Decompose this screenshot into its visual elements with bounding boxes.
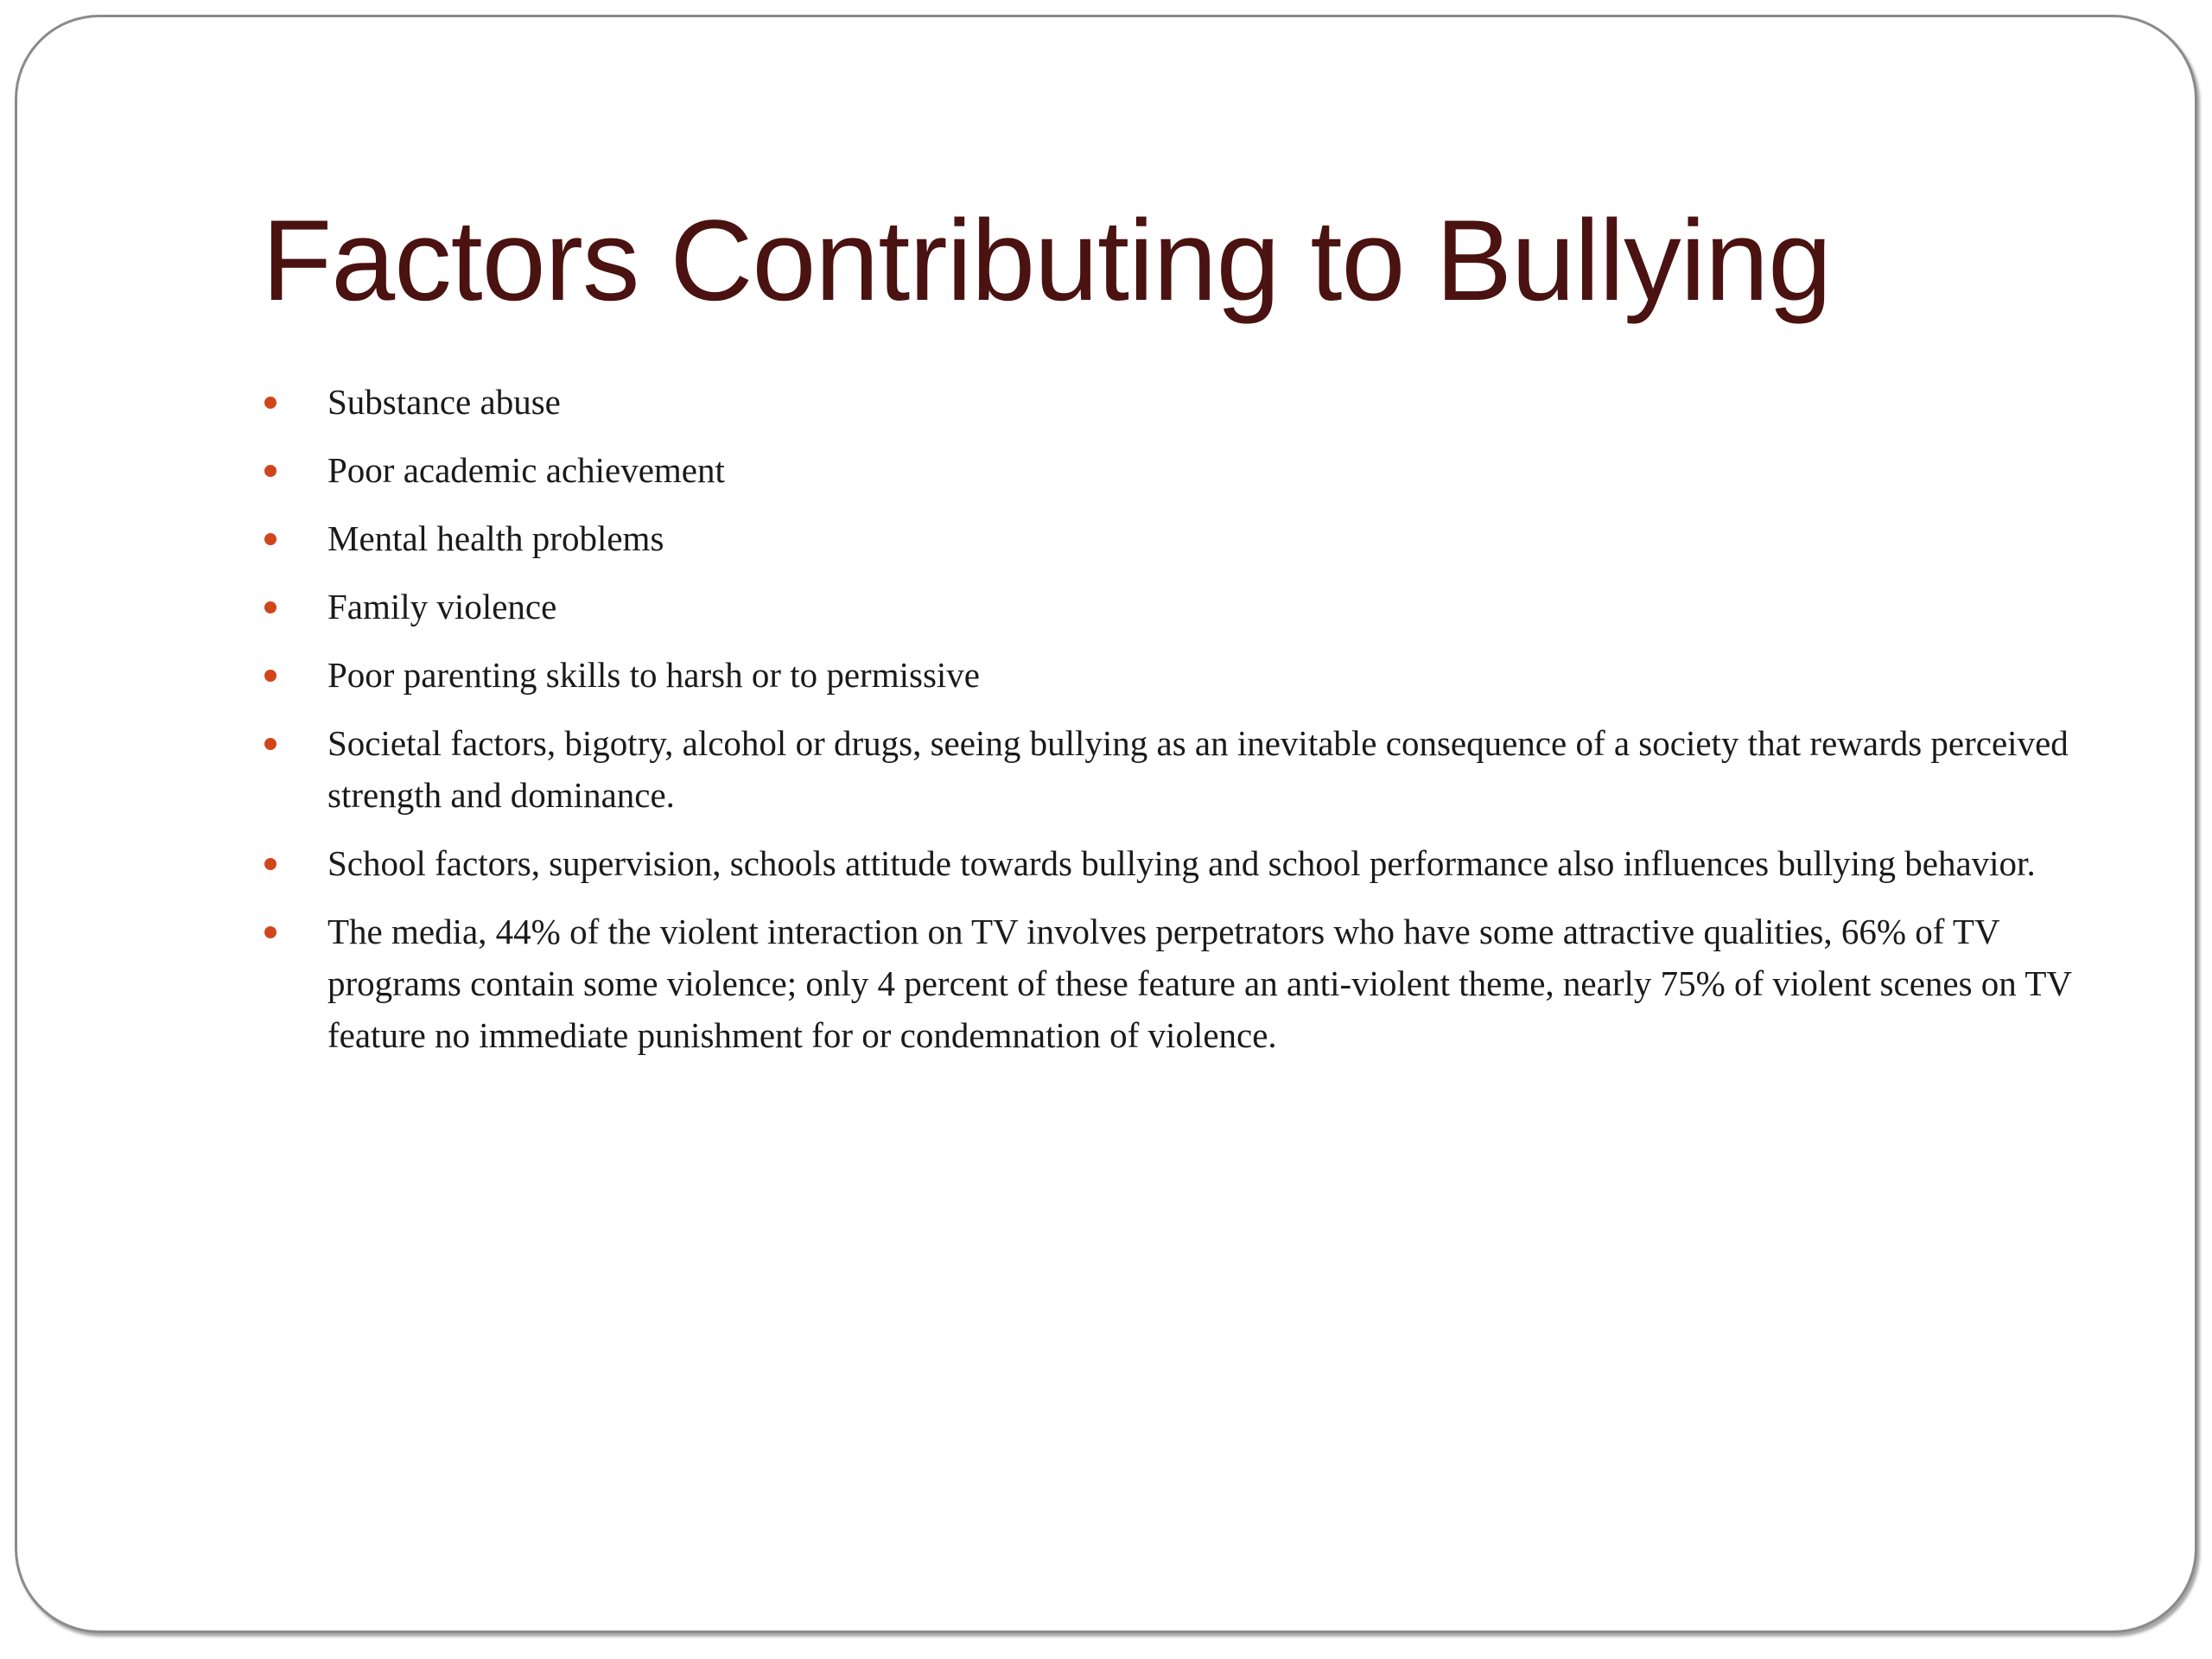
bullet-dot-icon <box>264 465 276 477</box>
bullet-dot-icon <box>264 738 276 750</box>
bullet-text: Family violence <box>327 587 557 626</box>
bullet-dot-icon <box>264 926 276 938</box>
bullet-list <box>262 376 2120 1077</box>
list-item <box>262 512 2120 564</box>
bullet-text: Mental health problems <box>327 518 664 558</box>
bullet-text: The media, 44% of the violent interaction on TV involves perpetrators who have some attractive qualities, 66% of TV programs contain some violence; only 4 percent of these feature an anti-violent theme, nearly 75% of violent scenes on TV feature no immediate punishment for or condemnation of violence. <box>327 912 2072 1055</box>
bullet-text: Poor parenting skills to harsh or to permissive <box>327 655 980 695</box>
list-item <box>262 906 2120 1061</box>
slide-title: Factors Contributing to Bullying <box>262 197 1832 325</box>
list-item <box>262 581 2120 632</box>
bullet-dot-icon <box>264 858 276 870</box>
list-item <box>262 837 2120 889</box>
bullet-dot-icon <box>264 533 276 545</box>
bullet-text: Poor academic achievement <box>327 450 725 490</box>
bullet-dot-icon <box>264 670 276 682</box>
slide-frame <box>15 15 2197 1633</box>
list-item <box>262 444 2120 496</box>
bullet-text: Societal factors, bigotry, alcohol or drugs, seeing bullying as an inevitable consequence of a society that rewards perceived strength and dominance. <box>327 723 2069 815</box>
bullet-dot-icon <box>264 397 276 409</box>
list-item <box>262 649 2120 701</box>
bullet-text: Substance abuse <box>327 382 561 422</box>
list-item <box>262 717 2120 821</box>
bullet-dot-icon <box>264 601 276 613</box>
bullet-text: School factors, supervision, schools attitude towards bullying and school performance also influences bullying behavior. <box>327 843 2036 883</box>
list-item <box>262 376 2120 428</box>
